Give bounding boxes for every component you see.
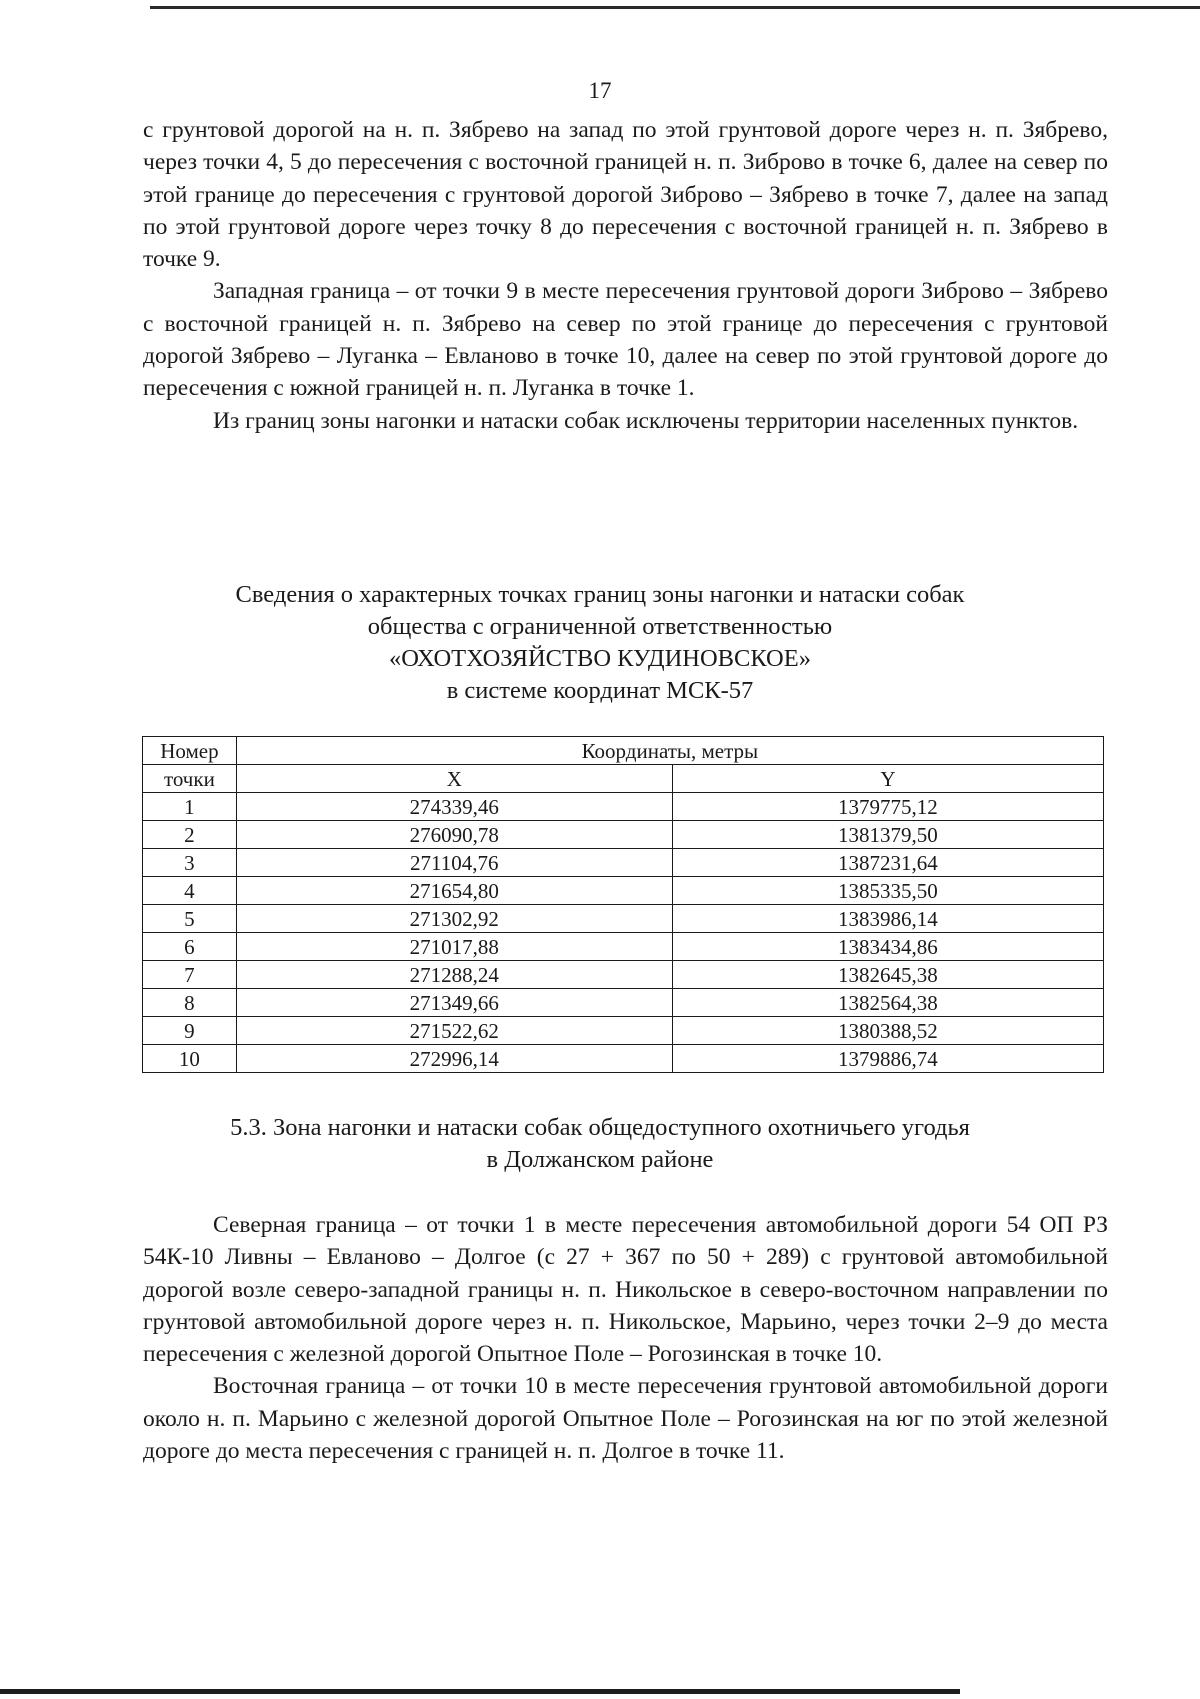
intro-text — [143, 114, 1108, 437]
section-heading-line: 5.3. Зона нагонки и натаски собак общедоступного охотничьего угодья — [230, 1114, 970, 1141]
intro-paragraph-exclusions: Из границ зоны нагонки и натаски собак исключены территории населенных пунктов. — [213, 407, 1079, 434]
section-paragraph-east-border: Восточная граница – от точки 10 в месте пересечения грунтовой автомобильной дороги около н. п. Марьино с железной дорогой Опытное Поле – Рогозинская на юг по этой железной дороге до места пересечения с границей н. п. Долгое в точке 11. — [143, 1373, 1108, 1465]
cell-x: 271349,66 — [236, 989, 672, 1017]
cell-point-number: 1 — [143, 793, 237, 821]
table-row — [143, 1045, 1104, 1073]
header-point-number-line1: Номер — [143, 737, 237, 765]
section-text — [143, 1209, 1108, 1467]
cell-x: 271302,92 — [236, 905, 672, 933]
table-caption-line: в системе координат МСК-57 — [446, 677, 754, 704]
cell-x: 271654,80 — [236, 877, 672, 905]
cell-x: 272996,14 — [236, 1045, 672, 1073]
cell-point-number: 2 — [143, 821, 237, 849]
cell-y: 1387231,64 — [672, 849, 1103, 877]
table-row — [143, 877, 1104, 905]
cell-point-number: 10 — [143, 1045, 237, 1073]
cell-y: 1380388,52 — [672, 1017, 1103, 1045]
section-heading-line: в Должанском районе — [486, 1146, 714, 1173]
cell-y: 1383986,14 — [672, 905, 1103, 933]
table-row — [143, 1017, 1104, 1045]
cell-point-number: 6 — [143, 933, 237, 961]
cell-y: 1385335,50 — [672, 877, 1103, 905]
scan-edge-bottom — [0, 1689, 960, 1694]
cell-y: 1382645,38 — [672, 961, 1103, 989]
intro-paragraph-west-border: Западная граница – от точки 9 в месте пересечения грунтовой дороги Зиброво – Зябрево с восточной границей н. п. Зябрево на север по этой границе до пересечения с грунтовой дорогой Зябрево – Луганка – Евланово в точке 10, далее на север по этой грунтовой дороге до пересечения с южной границей н. п. Луганка в точке 1. — [143, 278, 1108, 402]
cell-y: 1379775,12 — [672, 793, 1103, 821]
cell-x: 271104,76 — [236, 849, 672, 877]
table-caption-line: «ОХОТХОЗЯЙСТВО КУДИНОВСКОЕ» — [389, 645, 811, 672]
cell-point-number: 4 — [143, 877, 237, 905]
header-coordinates: Координаты, метры — [236, 737, 1103, 765]
cell-x: 271288,24 — [236, 961, 672, 989]
cell-point-number: 8 — [143, 989, 237, 1017]
cell-x: 276090,78 — [236, 821, 672, 849]
table-row — [143, 933, 1104, 961]
table-row — [143, 821, 1104, 849]
table-row — [143, 989, 1104, 1017]
coordinates-table — [142, 736, 1104, 1073]
page-number: 17 — [588, 78, 612, 103]
table-row — [143, 849, 1104, 877]
cell-point-number: 7 — [143, 961, 237, 989]
table-row — [143, 961, 1104, 989]
section-paragraph-north-border: Северная граница – от точки 1 в месте пересечения автомобильной дороги 54 ОП РЗ 54К-10 Ливны – Евланово – Долгое (с 27 + 367 по 50 + 289) с грунтовой автомобильной дорогой возле северо-западной границы н. п. Никольское в северо-восточном направлении по грунтовой автомобильной дороге через н. п. Никольское, Марьино, через точки 2–9 до места пересечения с железной дорогой Опытное Поле – Рогозинская в точке 10. — [143, 1212, 1108, 1368]
scan-edge-top — [150, 6, 1200, 9]
cell-point-number: 5 — [143, 905, 237, 933]
cell-x: 271522,62 — [236, 1017, 672, 1045]
cell-y: 1382564,38 — [672, 989, 1103, 1017]
table-caption-line: общества с ограниченной ответственностью — [367, 613, 833, 640]
table-caption — [0, 579, 1200, 707]
header-point-number-line2: точки — [143, 765, 237, 793]
table-caption-line: Сведения о характерных точках границ зоны нагонки и натаски собак — [235, 581, 965, 608]
intro-paragraph-continuation: с грунтовой дорогой на н. п. Зябрево на запад по этой грунтовой дороге через н. п. Зябрево, через точки 4, 5 до пересечения с восточной границей н. п. Зиброво в точке 6, далее на север по этой границе до пересечения с грунтовой дорогой Зиброво – Зябрево в точке 7, далее на запад по этой грунтовой дороге через точку 8 до пересечения с восточной границей н. п. Зябрево в точке 9. — [143, 117, 1108, 273]
cell-x: 274339,46 — [236, 793, 672, 821]
table-row — [143, 905, 1104, 933]
section-heading — [0, 1112, 1200, 1176]
cell-y: 1381379,50 — [672, 821, 1103, 849]
cell-y: 1383434,86 — [672, 933, 1103, 961]
cell-point-number: 9 — [143, 1017, 237, 1045]
header-x: X — [236, 765, 672, 793]
cell-point-number: 3 — [143, 849, 237, 877]
cell-y: 1379886,74 — [672, 1045, 1103, 1073]
cell-x: 271017,88 — [236, 933, 672, 961]
table-row — [143, 793, 1104, 821]
header-y: Y — [672, 765, 1103, 793]
